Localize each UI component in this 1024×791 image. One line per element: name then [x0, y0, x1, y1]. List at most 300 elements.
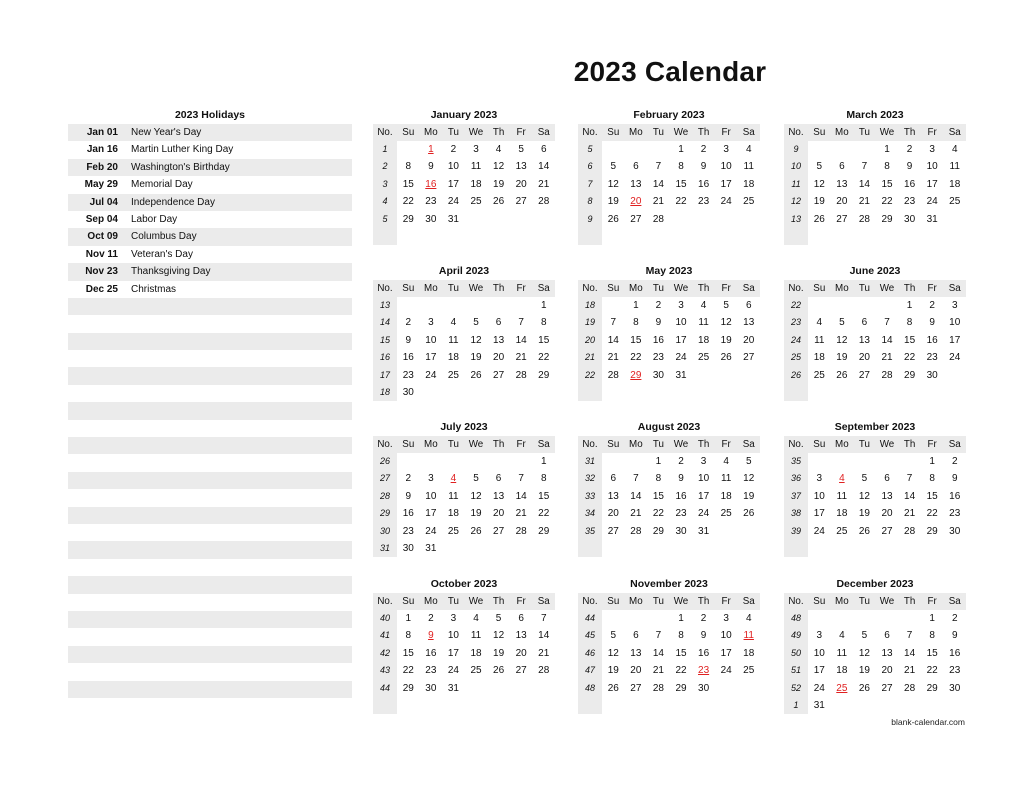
day-cell: 3 [428, 317, 434, 329]
day-cell: 21 [515, 508, 527, 520]
week-row [373, 384, 555, 401]
week-row [373, 680, 555, 697]
day-cell [487, 540, 510, 557]
week-number: 31 [584, 456, 595, 466]
week-number: 36 [790, 473, 801, 484]
day-cell: 10 [720, 161, 732, 173]
holiday-row [68, 559, 352, 576]
day-cell: 20 [515, 647, 527, 659]
day-cell: 14 [607, 334, 619, 346]
day-cell [898, 610, 921, 627]
day-cell: 16 [402, 508, 414, 520]
day-cell: 9 [700, 161, 707, 173]
day-cell [487, 697, 510, 714]
weekday-label: Th [697, 283, 710, 294]
week-row [578, 228, 760, 245]
day-cell [898, 453, 921, 470]
day-cell: 8 [678, 161, 684, 173]
day-cell: 14 [881, 334, 893, 346]
day-cell: 2 [700, 144, 707, 155]
day-cell: 8 [678, 630, 684, 642]
day-cell: 13 [607, 490, 619, 502]
week-row [784, 314, 966, 331]
weekday-label: Sa [537, 439, 550, 450]
week-row [373, 297, 555, 314]
day-cell: 2 [450, 144, 457, 155]
day-cell: 4 [951, 144, 958, 155]
day-cell: 27 [515, 665, 527, 677]
day-cell: 14 [515, 490, 527, 502]
weekday-label: No. [788, 127, 804, 138]
week-number: 35 [584, 525, 595, 536]
weekday-header [578, 280, 760, 297]
weekday-label: No. [377, 283, 393, 294]
day-cell: 6 [745, 300, 752, 311]
day-cell [487, 297, 510, 314]
weekday-label: Sa [537, 283, 550, 294]
holiday-row [68, 228, 352, 245]
week-number: 17 [379, 369, 390, 380]
day-grid [578, 453, 760, 557]
week-number: 24 [790, 334, 801, 345]
day-cell [625, 141, 648, 158]
day-grid [373, 453, 555, 557]
day-cell: 19 [858, 508, 870, 520]
day-cell [808, 384, 831, 401]
day-cell: 15 [904, 334, 916, 346]
day-cell: 21 [652, 196, 664, 208]
day-cell: 11 [448, 334, 459, 346]
month-block [578, 418, 760, 557]
day-cell: 17 [720, 647, 732, 659]
weekday-label: Fr [721, 596, 731, 607]
day-cell: 24 [698, 508, 710, 520]
day-cell: 9 [951, 630, 958, 642]
day-cell: 23 [698, 196, 710, 208]
day-cell: 1 [906, 300, 913, 311]
day-cell: 29 [402, 682, 414, 694]
day-cell: 19 [743, 490, 755, 502]
day-cell: 27 [743, 352, 755, 364]
week-row [784, 505, 966, 522]
day-cell: 19 [470, 508, 482, 520]
day-cell: 5 [745, 456, 752, 467]
day-cell: 21 [538, 178, 550, 190]
day-cell: 23 [402, 369, 414, 381]
weekday-label: No. [377, 596, 393, 607]
day-cell: 7 [884, 317, 890, 329]
day-cell [532, 384, 555, 401]
week-row [578, 453, 760, 470]
day-cell: 10 [813, 647, 825, 659]
weekday-label: Th [903, 439, 916, 450]
week-row [373, 158, 555, 175]
day-cell [442, 540, 465, 557]
day-cell [420, 228, 443, 245]
week-row [373, 332, 555, 349]
day-cell: 3 [450, 613, 457, 624]
weekday-label: We [673, 596, 689, 607]
day-cell [853, 384, 876, 401]
day-cell: 14 [515, 334, 527, 346]
month-title: January 2023 [430, 109, 498, 121]
day-cell: 24 [447, 665, 459, 677]
day-cell: 23 [926, 352, 938, 364]
day-cell [670, 228, 693, 245]
holiday-name: Christmas [131, 283, 177, 295]
day-cell: 18 [836, 508, 848, 520]
day-cell: 8 [405, 630, 412, 642]
day-cell [831, 453, 854, 470]
day-grid [578, 141, 760, 245]
day-cell: 19 [493, 178, 505, 190]
weekday-label: Fr [516, 127, 526, 138]
day-cell: 9 [906, 161, 913, 173]
week-number: 45 [584, 630, 595, 641]
day-cell [715, 367, 738, 384]
weekday-label: Su [813, 283, 826, 294]
week-row [373, 627, 555, 644]
day-cell [898, 384, 921, 401]
day-cell [831, 228, 854, 245]
day-cell: 1 [655, 456, 662, 467]
week-number: 23 [790, 317, 801, 328]
day-cell [532, 680, 555, 697]
week-number: 28 [379, 490, 390, 501]
weekday-label: Tu [447, 439, 459, 450]
day-cell [510, 540, 533, 557]
day-cell: 17 [926, 178, 938, 190]
holiday-row [68, 298, 352, 315]
day-cell [465, 680, 488, 697]
day-cell: 2 [428, 613, 434, 624]
day-cell: 15 [402, 647, 414, 659]
day-cell [876, 610, 899, 627]
week-row [784, 470, 966, 487]
holiday-list [68, 106, 352, 715]
day-cell: 4 [839, 630, 845, 642]
week-row [784, 540, 966, 557]
day-cell: 27 [881, 682, 893, 694]
day-cell [532, 211, 555, 228]
day-cell [602, 141, 625, 158]
day-cell [943, 697, 966, 714]
day-cell: 17 [720, 178, 732, 190]
day-cell [465, 453, 488, 470]
month-block [578, 575, 760, 714]
holiday-row [68, 663, 352, 680]
day-cell: 9 [655, 317, 662, 329]
day-cell: 27 [858, 369, 870, 381]
day-cell: 28 [538, 665, 550, 677]
week-row [784, 158, 966, 175]
month-block [373, 575, 555, 714]
day-cell: 20 [493, 352, 505, 364]
week-row [784, 488, 966, 505]
holiday-day-cell: 16 [425, 178, 437, 190]
holiday-row [68, 628, 352, 645]
weekday-label: Fr [721, 283, 731, 294]
holiday-day-cell: 1 [428, 144, 434, 155]
week-row [784, 453, 966, 470]
day-cell: 17 [447, 647, 459, 659]
weekday-label: Th [697, 127, 710, 138]
weekday-label: Fr [721, 439, 731, 450]
week-number: 5 [587, 144, 593, 154]
weekday-label: Mo [629, 283, 643, 294]
day-cell: 11 [949, 161, 960, 173]
day-cell [692, 540, 715, 557]
day-cell: 6 [518, 613, 524, 624]
day-grid [578, 610, 760, 714]
day-cell: 23 [675, 508, 687, 520]
day-grid [373, 297, 555, 401]
day-cell [465, 211, 488, 228]
day-cell [670, 540, 693, 557]
day-cell: 3 [700, 456, 707, 467]
day-cell [647, 384, 670, 401]
day-cell: 11 [448, 490, 459, 502]
month-title: February 2023 [633, 109, 705, 121]
weekday-label: Su [813, 439, 826, 450]
day-cell: 11 [836, 490, 848, 502]
weekday-label: Tu [858, 283, 870, 294]
day-cell: 26 [607, 213, 619, 225]
day-cell: 13 [881, 490, 893, 502]
day-cell: 22 [926, 508, 938, 520]
week-number: 43 [379, 665, 390, 676]
weekday-label: Mo [629, 439, 643, 450]
week-number: 49 [790, 630, 801, 641]
day-cell: 1 [884, 144, 890, 155]
day-cell: 8 [884, 161, 890, 173]
day-cell: 9 [700, 630, 707, 642]
day-cell [876, 540, 899, 557]
week-row [784, 193, 966, 210]
day-cell [602, 297, 625, 314]
day-cell [692, 384, 715, 401]
day-cell [715, 384, 738, 401]
day-cell: 8 [929, 473, 935, 485]
week-row [578, 697, 760, 714]
day-cell [921, 540, 944, 557]
month-block [373, 418, 555, 557]
day-cell: 30 [425, 213, 437, 225]
day-cell [921, 384, 944, 401]
day-cell: 1 [678, 144, 684, 155]
holiday-day-cell: 11 [743, 630, 754, 642]
day-cell [442, 384, 465, 401]
holiday-date: Nov 23 [85, 266, 118, 278]
day-cell: 14 [858, 178, 870, 190]
day-cell: 5 [473, 317, 479, 329]
day-cell: 22 [675, 665, 687, 677]
day-cell [876, 697, 899, 714]
day-cell [808, 540, 831, 557]
weekday-label: Fr [927, 439, 937, 450]
day-cell: 26 [720, 352, 732, 364]
day-cell: 28 [607, 369, 619, 381]
day-cell: 3 [929, 144, 935, 155]
weekday-label: Tu [652, 283, 664, 294]
weekday-label: No. [788, 439, 804, 450]
day-cell [808, 228, 831, 245]
day-cell: 4 [723, 456, 729, 467]
week-number [784, 384, 808, 401]
day-cell: 3 [816, 473, 823, 485]
week-number: 18 [584, 300, 595, 310]
day-cell: 28 [858, 213, 870, 225]
day-cell: 12 [470, 490, 482, 502]
weekday-label: Fr [721, 127, 731, 138]
week-number: 21 [584, 352, 595, 363]
week-row [578, 662, 760, 679]
week-number: 38 [790, 508, 801, 519]
day-cell: 16 [402, 352, 414, 364]
holiday-row [68, 159, 352, 176]
day-cell: 6 [610, 473, 617, 485]
day-cell [831, 384, 854, 401]
week-row [578, 680, 760, 697]
week-number: 9 [793, 144, 799, 154]
weekday-label: Fr [927, 596, 937, 607]
day-cell: 26 [493, 665, 505, 677]
day-cell: 20 [607, 508, 619, 520]
weekday-label: Su [607, 283, 620, 294]
day-cell: 13 [493, 334, 505, 346]
day-cell: 31 [698, 525, 710, 537]
day-cell: 26 [493, 196, 505, 208]
day-cell: 22 [652, 508, 664, 520]
weekday-label: Mo [424, 283, 438, 294]
holiday-date: Jan 01 [86, 127, 118, 138]
day-cell [510, 297, 533, 314]
week-row [784, 228, 966, 245]
week-number: 44 [379, 682, 390, 693]
week-row [578, 627, 760, 644]
week-number: 14 [379, 317, 390, 328]
day-cell [876, 453, 899, 470]
day-grid [784, 141, 966, 245]
weekday-label: Tu [447, 127, 459, 138]
holiday-date: May 29 [84, 179, 118, 191]
week-row [373, 211, 555, 228]
day-cell [487, 384, 510, 401]
day-cell: 16 [926, 334, 938, 346]
week-number: 40 [379, 613, 390, 623]
day-cell [510, 697, 533, 714]
day-cell: 9 [951, 473, 958, 485]
day-cell [397, 141, 420, 158]
day-cell [397, 697, 420, 714]
day-cell [876, 384, 899, 401]
weekday-label: We [468, 439, 484, 450]
weekday-label: Su [402, 127, 415, 138]
week-row [784, 211, 966, 228]
day-cell: 11 [743, 161, 754, 173]
weekday-header [578, 124, 760, 141]
weekday-header [784, 280, 966, 297]
weekday-label: Su [813, 596, 826, 607]
day-cell: 5 [839, 317, 845, 329]
day-cell: 2 [700, 613, 707, 624]
day-cell [692, 211, 715, 228]
day-cell [737, 211, 760, 228]
day-cell [625, 540, 648, 557]
day-cell: 19 [607, 196, 619, 208]
week-row [784, 297, 966, 314]
weekday-label: Fr [927, 127, 937, 138]
holiday-row [68, 263, 352, 280]
holiday-name: Washington's Birthday [131, 161, 230, 173]
day-cell [898, 228, 921, 245]
month-title: May 2023 [645, 265, 693, 277]
day-cell: 3 [723, 144, 729, 155]
day-cell: 25 [470, 196, 482, 208]
week-row [784, 645, 966, 662]
day-cell: 2 [678, 456, 684, 467]
day-cell [442, 697, 465, 714]
day-cell: 15 [926, 647, 938, 659]
week-row [373, 228, 555, 245]
day-cell: 28 [652, 213, 664, 225]
holiday-row [68, 385, 352, 402]
day-cell: 5 [495, 613, 502, 624]
week-number: 41 [379, 630, 390, 641]
day-cell: 10 [813, 490, 825, 502]
day-cell [420, 384, 443, 401]
day-cell: 1 [678, 613, 684, 624]
week-row [784, 176, 966, 193]
week-row [784, 141, 966, 158]
week-row [373, 453, 555, 470]
day-cell: 15 [538, 334, 550, 346]
day-cell: 28 [904, 682, 916, 694]
day-cell: 20 [836, 196, 848, 208]
day-cell: 5 [861, 473, 868, 485]
day-cell: 16 [698, 178, 710, 190]
day-cell: 8 [405, 161, 412, 173]
day-cell [602, 697, 625, 714]
month-title: October 2023 [430, 578, 498, 590]
day-cell [831, 540, 854, 557]
day-cell [670, 697, 693, 714]
week-row [578, 505, 760, 522]
day-cell: 24 [675, 352, 687, 364]
day-cell: 7 [540, 613, 547, 624]
day-cell: 3 [678, 300, 684, 311]
day-cell: 18 [813, 352, 825, 364]
month-title: December 2023 [836, 578, 914, 590]
week-number: 31 [379, 542, 390, 553]
day-cell [420, 453, 443, 470]
day-cell: 12 [493, 630, 505, 642]
day-cell: 30 [402, 542, 414, 554]
day-cell: 31 [926, 213, 938, 225]
day-cell: 27 [836, 213, 848, 225]
weekday-label: Sa [948, 439, 961, 450]
day-cell: 29 [652, 525, 664, 537]
week-number: 11 [791, 178, 801, 189]
day-cell [602, 453, 625, 470]
week-row [784, 367, 966, 384]
day-cell: 25 [698, 352, 710, 364]
week-number: 18 [379, 386, 390, 397]
day-cell: 26 [470, 525, 482, 537]
day-cell: 26 [858, 525, 870, 537]
day-cell: 13 [515, 161, 527, 173]
holiday-row [68, 420, 352, 437]
